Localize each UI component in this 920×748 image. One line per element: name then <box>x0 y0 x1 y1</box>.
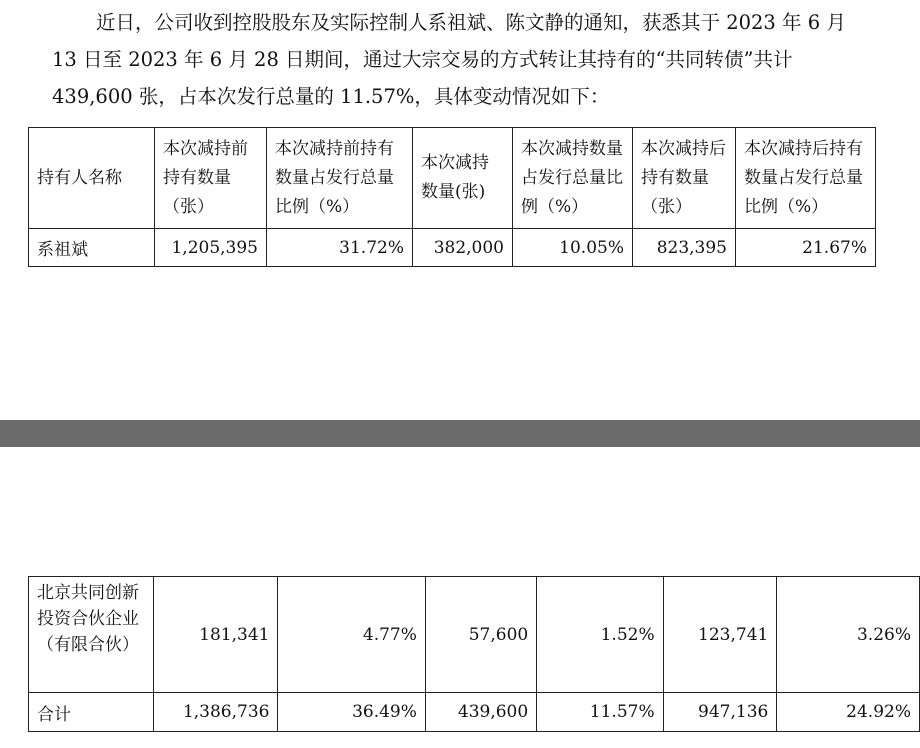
cell-before-pct: 31.72% <box>267 229 413 267</box>
header-after-pct: 本次减持后持有数量占发行总量比例（%） <box>736 128 876 229</box>
cell-total-after-pct: 24.92% <box>777 693 920 732</box>
cell-holder-name: 北京共同创新投资合伙企业（有限合伙） <box>29 577 154 693</box>
cell-total-reduce-qty: 439,600 <box>425 693 536 732</box>
cell-total-label: 合计 <box>29 693 154 732</box>
cell-reduce-pct: 10.05% <box>513 229 633 267</box>
cell-after-qty: 123,741 <box>663 577 777 693</box>
shareholding-table-bottom <box>28 576 920 732</box>
cell-before-pct: 4.77% <box>278 577 425 693</box>
cell-total-after-qty: 947,136 <box>663 693 777 732</box>
cell-total-before-qty: 1,386,736 <box>154 693 278 732</box>
cell-after-pct: 21.67% <box>736 229 876 267</box>
cell-after-pct: 3.26% <box>777 577 920 693</box>
table-row <box>29 577 920 693</box>
table-header-row <box>29 128 876 229</box>
table-total-row <box>29 693 920 732</box>
cell-holder-name: 系祖斌 <box>29 229 155 267</box>
header-before-pct: 本次减持前持有数量占发行总量比例（%） <box>267 128 413 229</box>
table-row <box>29 229 876 267</box>
cell-reduce-qty: 382,000 <box>413 229 513 267</box>
cell-before-qty: 1,205,395 <box>155 229 267 267</box>
cell-total-reduce-pct: 11.57% <box>537 693 663 732</box>
intro-paragraph <box>52 4 872 115</box>
intro-paragraph-text: 近日，公司收到控股股东及实际控制人系祖斌、陈文静的通知，获悉其于 2023 年 6 月 13 日至 2023 年 6 月 28 日期间，通过大宗交易的方式转让其持有的“共同转债”共计 439,600 张，占本次发行总量的 11.57%，具体变动情况如下： <box>52 11 846 108</box>
cell-reduce-qty: 57,600 <box>425 577 536 693</box>
cell-after-qty: 823,395 <box>633 229 736 267</box>
header-holder-name: 持有人名称 <box>29 128 155 229</box>
page-break-band <box>0 420 920 447</box>
cell-total-before-pct: 36.49% <box>278 693 425 732</box>
cell-before-qty: 181,341 <box>154 577 278 693</box>
header-reduce-qty: 本次减持数量(张) <box>413 128 513 229</box>
header-after-qty: 本次减持后持有数量（张） <box>633 128 736 229</box>
shareholding-table-top <box>28 127 876 267</box>
cell-reduce-pct: 1.52% <box>537 577 663 693</box>
header-before-qty: 本次减持前持有数量（张） <box>155 128 267 229</box>
header-reduce-pct: 本次减持数量占发行总量比例（%） <box>513 128 633 229</box>
